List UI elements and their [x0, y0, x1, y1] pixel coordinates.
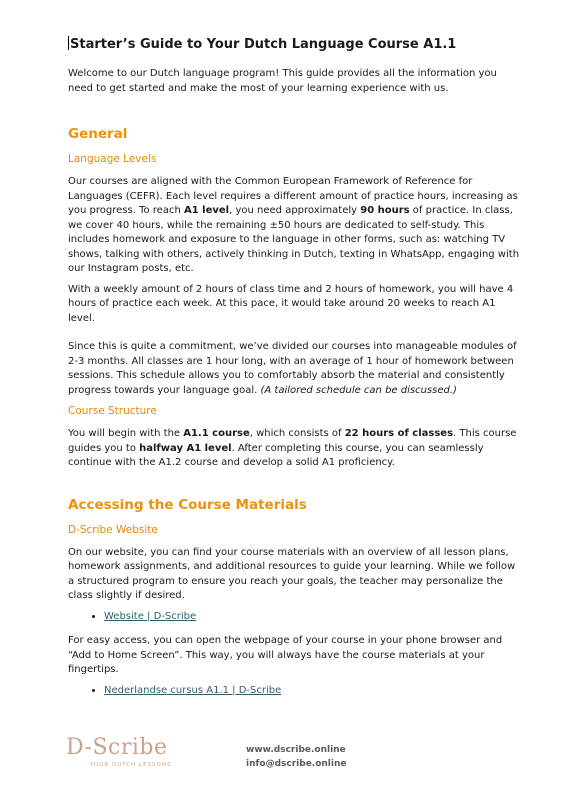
- website-heading: D-Scribe Website: [68, 523, 158, 536]
- levels-paragraph-1: Our courses are aligned with the Common European Framework of Reference for Languages (CEFR). Each level requires a different amount of practice hours, increasing as you progress. To reach A1 level, you need approximately 90 hours of practice. In class, we cover 40 hours, while the remaining ±50 hours are dedicated to self-study. This includes homework and exposure to the language in other forms, such as: watching TV shows, talking with others, actively thinking in Dutch, texting in WhatsApp, engaging with our Instagram posts, etc.: [68, 176, 520, 274]
- contact-info: [246, 743, 347, 771]
- general-heading: General: [68, 126, 128, 142]
- document-title[interactable]: Starter’s Guide to Your Dutch Language Course A1.1: [70, 37, 457, 52]
- list-item: [104, 684, 523, 699]
- blank-line: [68, 332, 523, 340]
- materials-paragraph-2: For easy access, you can open the webpage of your course in your phone browser and “Add to Home Screen”. This way, you will always have the course materials at your fingertips.: [68, 635, 503, 675]
- materials-heading: Accessing the Course Materials: [68, 496, 307, 513]
- text-cursor: [68, 36, 69, 50]
- language-levels-heading: Language Levels: [68, 153, 157, 165]
- link-list-1: [68, 610, 523, 625]
- structure-paragraph: You will begin with the A1.1 course, which consists of 22 hours of classes. This course guides you to halfway A1 level. After completing this course, you can seamlessly continue with the A1.2 course and develop a solid A1 proficiency.: [68, 428, 517, 468]
- levels-paragraph-2: With a weekly amount of 2 hours of class time and 2 hours of homework, you will have 4 hours of practice each week. At this pace, it would take around 20 weeks to reach A1 level.: [68, 283, 514, 324]
- document-body: [68, 36, 523, 708]
- page-footer: [66, 735, 366, 775]
- intro-paragraph: Welcome to our Dutch language program! This guide provides all the information you need to get started and make the most of your learning experience with us.: [68, 68, 497, 94]
- materials-paragraph-1: On our website, you can find your course materials with an overview of all lesson plans, homework assignments, and additional resources to guide your learning. While we follow a structured program to ensure you reach your goals, the teacher may personalize the class slightly if desired.: [68, 546, 516, 601]
- link-list-2: [68, 684, 523, 699]
- website-address: www.dscribe.online: [246, 745, 346, 755]
- levels-paragraph-3: Since this is quite a commitment, we’ve divided our courses into manageable modules of 2-3 months. All classes are 1 hour long, with an average of 1 hour of homework between sessions. This schedule allows you to comfortably absorb the material and consistently progress towards your language goal. (A tailored schedule can be discussed.): [68, 341, 517, 396]
- logo-tagline: YOUR DUTCH LESSONS: [90, 762, 172, 768]
- section-gap: [68, 477, 523, 497]
- d-scribe-logo: D-Scribe: [66, 735, 168, 760]
- course-link[interactable]: Nederlandse cursus A1.1 | D-Scribe: [104, 684, 282, 696]
- course-structure-heading: Course Structure: [68, 405, 157, 417]
- email-address: info@dscribe.online: [246, 759, 347, 769]
- website-link[interactable]: Website | D-Scribe: [104, 610, 197, 622]
- list-item: [104, 610, 523, 625]
